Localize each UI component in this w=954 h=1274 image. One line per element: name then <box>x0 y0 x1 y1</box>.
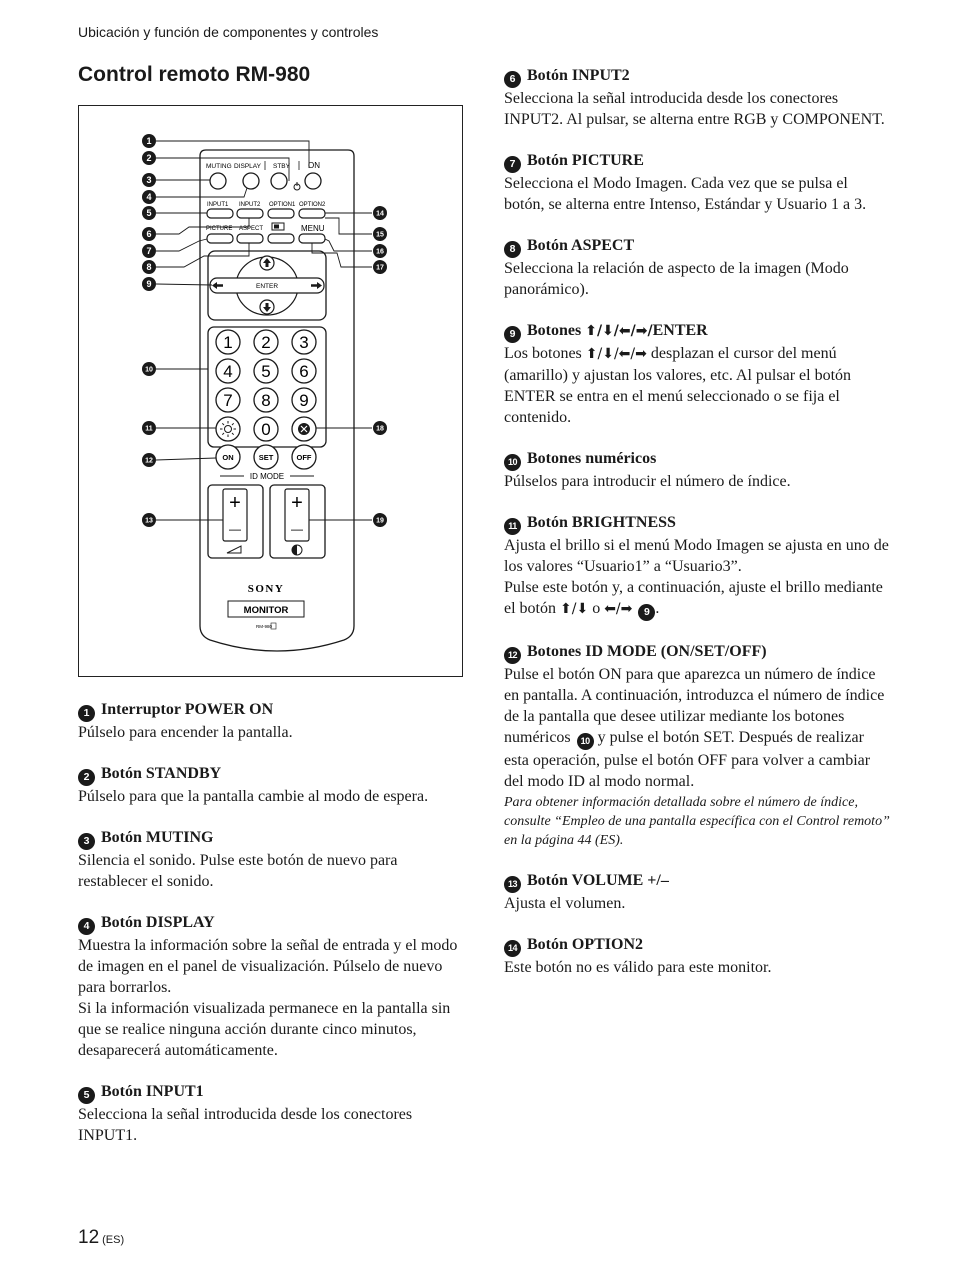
digit-5-label: 5 <box>261 362 271 381</box>
callout-5-label: 5 <box>146 208 152 218</box>
left-column <box>78 699 468 1166</box>
contrast-icon <box>292 545 302 555</box>
entry-title-text: Botón PICTURE <box>527 152 644 169</box>
callout-11-label: 11 <box>145 425 153 433</box>
up-arrow-icon[interactable] <box>260 256 274 270</box>
arrow-keys-icon: ⬆/⬇/⬅/➡/ <box>585 323 653 339</box>
callout-number: 8 <box>504 241 521 258</box>
label-aspect: ASPECT <box>239 226 264 232</box>
callout-18-label: 18 <box>376 425 384 433</box>
entry-description: Ajusta el volumen. <box>504 895 626 912</box>
callout-17-label: 17 <box>376 264 384 272</box>
digit-8-label: 8 <box>261 391 271 410</box>
entry-volume <box>504 870 890 914</box>
callout-number: 12 <box>504 647 521 664</box>
entry-description: Silencia el sonido. Pulse este botón de nuevo para restablecer el sonido. <box>78 852 398 890</box>
label-input1: INPUT1 <box>207 202 229 208</box>
entry-title <box>504 512 890 535</box>
callout-number: 6 <box>504 71 521 88</box>
entry-arrows-enter <box>504 320 890 428</box>
callout-number: 5 <box>78 1087 95 1104</box>
callout-number: 10 <box>504 454 521 471</box>
label-input2: INPUT2 <box>239 202 261 208</box>
callout-number: 3 <box>78 833 95 850</box>
entry-title <box>78 827 468 850</box>
entry-title-text: Botones numéricos <box>527 450 657 467</box>
digit-4-label: 4 <box>223 362 233 381</box>
callout-14-label: 14 <box>376 210 384 218</box>
page-footer <box>78 1227 124 1249</box>
entry-picture <box>504 150 890 215</box>
entry-description: Púlselo para que la pantalla cambie al modo de espera. <box>78 788 429 805</box>
entry-title <box>78 912 468 935</box>
entry-title <box>504 235 890 258</box>
entry-description: Este botón no es válido para este monitor. <box>504 959 772 976</box>
entry-brightness <box>504 512 890 621</box>
entry-title <box>78 699 468 722</box>
running-header: Ubicación y función de componentes y controles <box>78 24 379 40</box>
callout-number: 4 <box>78 918 95 935</box>
entry-description-extra <box>504 577 890 621</box>
callout-7-label: 7 <box>146 246 152 256</box>
label-display: DISPLAY <box>234 163 261 170</box>
desc-text: Pulse este botón y, a continuación, ajuste el brillo mediante el botón <box>504 579 883 617</box>
id-set-label: SET <box>258 453 274 462</box>
entry-description: Selecciona la señal introducida desde los conectores INPUT1. <box>78 1106 413 1144</box>
callout-number: 1 <box>78 705 95 722</box>
monitor-label: MONITOR <box>243 605 289 616</box>
callout-number: 9 <box>504 326 521 343</box>
callout-12-label: 12 <box>145 457 153 465</box>
id-off-label: OFF <box>296 453 312 462</box>
entry-title-text: Botón INPUT1 <box>101 1083 204 1100</box>
contrast-plus-label: + <box>291 492 303 514</box>
left-right-arrow-icon: ⬅/➡ <box>604 601 633 617</box>
entry-description <box>504 343 890 428</box>
entry-title-text: Botón ASPECT <box>527 237 635 254</box>
entry-note: Para obtener información detallada sobre el número de índice, consulte “Empleo de una pantalla específica con el Control remoto” en la página 44 (ES). <box>504 795 890 848</box>
callout-reference: 10 <box>577 733 594 750</box>
remote-control-figure <box>78 105 463 677</box>
remote-control-illustration <box>79 106 462 676</box>
entry-title-text: Botón OPTION2 <box>527 936 644 953</box>
entry-title <box>504 150 890 173</box>
callout-number: 2 <box>78 769 95 786</box>
desc-text-end: desplazan el cursor del menú (amarillo) y ajustan los valores, etc. Al pulsar el botón ENTER se entra en el menú seleccionado o se fija el contenido. <box>504 345 852 426</box>
standby-button[interactable] <box>271 173 287 189</box>
entry-title-text: Interruptor POWER ON <box>101 701 274 718</box>
option1-button[interactable] <box>268 209 294 218</box>
page-language: (ES) <box>102 1234 125 1246</box>
entry-title <box>504 448 890 471</box>
label-stby: STBY <box>273 163 290 170</box>
entry-description-extra: Si la información visualizada permanece en la pantalla sin que se realice ninguna acción durante cinco minutos, desaparecerá automáticamente. <box>78 1000 451 1059</box>
entry-title-text: Botón INPUT2 <box>527 67 630 84</box>
entry-description: Muestra la información sobre la señal de entrada y el modo de imagen en el panel de visualización. Púlselo de nuevo para borrarlos. <box>78 937 458 996</box>
brightness-button[interactable] <box>216 417 240 441</box>
entry-title <box>504 870 890 893</box>
picture-button[interactable] <box>207 234 233 243</box>
label-on: ON <box>308 161 320 170</box>
option-round-button[interactable] <box>292 417 316 441</box>
digit-9-label: 9 <box>299 391 309 410</box>
page-title: Control remoto RM-980 <box>78 63 311 86</box>
digit-6-label: 6 <box>299 362 309 381</box>
id-on-label: ON <box>222 453 234 462</box>
callout-number: 11 <box>504 518 521 535</box>
callout-13-label: 13 <box>145 517 153 525</box>
brand-logo: SONY <box>247 583 285 595</box>
callout-6-label: 6 <box>146 229 152 239</box>
display-button[interactable] <box>243 173 259 189</box>
up-down-arrow-icon: ⬆/⬇ <box>560 601 589 617</box>
contrast-minus-label: — <box>291 522 303 536</box>
entry-description: Púlselo para encender la pantalla. <box>78 724 293 741</box>
callout-3-label: 3 <box>146 175 152 185</box>
desc-text: Los botones <box>504 345 586 362</box>
desc-text-end: . <box>655 600 660 617</box>
entry-title <box>78 1081 468 1104</box>
entry-muting <box>78 827 468 892</box>
page-number: 12 <box>78 1227 100 1248</box>
entry-description: Selecciona la relación de aspecto de la imagen (Modo panorámico). <box>504 260 849 298</box>
entry-power-on <box>78 699 468 743</box>
callout-16-label: 16 <box>376 248 384 256</box>
entry-input1 <box>78 1081 468 1146</box>
label-id-mode: ID MODE <box>249 472 285 481</box>
digit-1-label: 1 <box>223 333 233 352</box>
menu-button[interactable] <box>299 234 325 243</box>
callout-8-label: 8 <box>146 262 152 272</box>
label-picture: PICTURE <box>206 226 233 232</box>
aspect-button[interactable] <box>237 234 263 243</box>
desc-text-mid: o <box>588 600 605 617</box>
right-column <box>504 65 890 998</box>
volume-minus-label: — <box>229 522 241 536</box>
digit-7-label: 7 <box>223 391 233 410</box>
entry-description: Púlselos para introducir el número de índice. <box>504 473 791 490</box>
muting-button[interactable] <box>210 173 226 189</box>
digit-0-label: 0 <box>261 420 271 439</box>
label-muting: MUTING <box>206 163 232 170</box>
callout-9-label: 9 <box>146 279 152 289</box>
screen-icon <box>272 223 284 230</box>
entry-title-text-end: ENTER <box>652 322 708 339</box>
entry-display <box>78 912 468 1061</box>
callout-4-label: 4 <box>146 192 152 202</box>
callout-number: 14 <box>504 940 521 957</box>
desc-text-end: y pulse el botón SET. Después de realizar esta operación, pulse el botón OFF para volver a cambiar del modo ID al modo normal. <box>504 729 871 790</box>
entry-numeric <box>504 448 890 492</box>
entry-title <box>78 763 468 786</box>
callout-1-label: 1 <box>146 136 152 146</box>
entry-option2 <box>504 934 890 978</box>
callout-15-label: 15 <box>376 231 384 239</box>
down-arrow-icon[interactable] <box>260 300 274 314</box>
callout-number: 13 <box>504 876 521 893</box>
digit-3-label: 3 <box>299 333 309 352</box>
desc-text: Pulse el botón ON para que aparezca un número de índice en pantalla. A continuación, introduzca el número de índice de la pantalla que desee utilizar mediante los botones numéricos <box>504 666 885 746</box>
input2-button[interactable] <box>237 209 263 218</box>
entry-aspect <box>504 235 890 300</box>
arrow-keys-icon: ⬆/⬇/⬅/➡ <box>585 346 647 362</box>
entry-title-text: Botón MUTING <box>101 829 214 846</box>
entry-input2 <box>504 65 890 130</box>
entry-title-text: Botón STANDBY <box>101 765 222 782</box>
input1-button[interactable] <box>207 209 233 218</box>
screen-button[interactable] <box>268 234 294 243</box>
label-option1: OPTION1 <box>269 202 296 208</box>
entry-description: Selecciona la señal introducida desde los conectores INPUT2. Al pulsar, se alterna entre RGB y COMPONENT. <box>504 90 885 128</box>
callout-10-label: 10 <box>145 366 153 374</box>
entry-title-text: Botón VOLUME +/– <box>527 872 669 889</box>
model-code: RM-980 <box>255 624 273 629</box>
label-option2: OPTION2 <box>299 202 326 208</box>
entry-title-text: Botón DISPLAY <box>101 914 215 931</box>
callout-2-label: 2 <box>146 153 152 163</box>
label-enter: ENTER <box>255 283 279 290</box>
entry-title-text: Botón BRIGHTNESS <box>527 514 676 531</box>
entry-title-text: Botones <box>527 322 586 339</box>
option2-button[interactable] <box>299 209 325 218</box>
entry-title <box>504 934 890 957</box>
digit-2-label: 2 <box>261 333 271 352</box>
callout-number: 7 <box>504 156 521 173</box>
entry-title <box>504 641 890 664</box>
power-on-button[interactable] <box>305 173 321 189</box>
entry-title <box>504 320 890 343</box>
label-menu: MENU <box>301 224 325 233</box>
volume-plus-label: + <box>229 492 241 514</box>
callout-reference: 9 <box>638 604 655 621</box>
callout-19-label: 19 <box>376 517 384 525</box>
entry-standby <box>78 763 468 807</box>
entry-description: Selecciona el Modo Imagen. Cada vez que se pulsa el botón, se alterna entre Intenso, Estándar y Usuario 1 a 3. <box>504 175 867 213</box>
entry-id-mode <box>504 641 890 850</box>
entry-description: Ajusta el brillo si el menú Modo Imagen se ajusta en uno de los valores “Usuario1” a “Usuario3”. <box>504 537 889 575</box>
entry-title-text: Botones ID MODE (ON/SET/OFF) <box>527 643 767 660</box>
entry-description <box>504 664 890 792</box>
entry-title <box>504 65 890 88</box>
